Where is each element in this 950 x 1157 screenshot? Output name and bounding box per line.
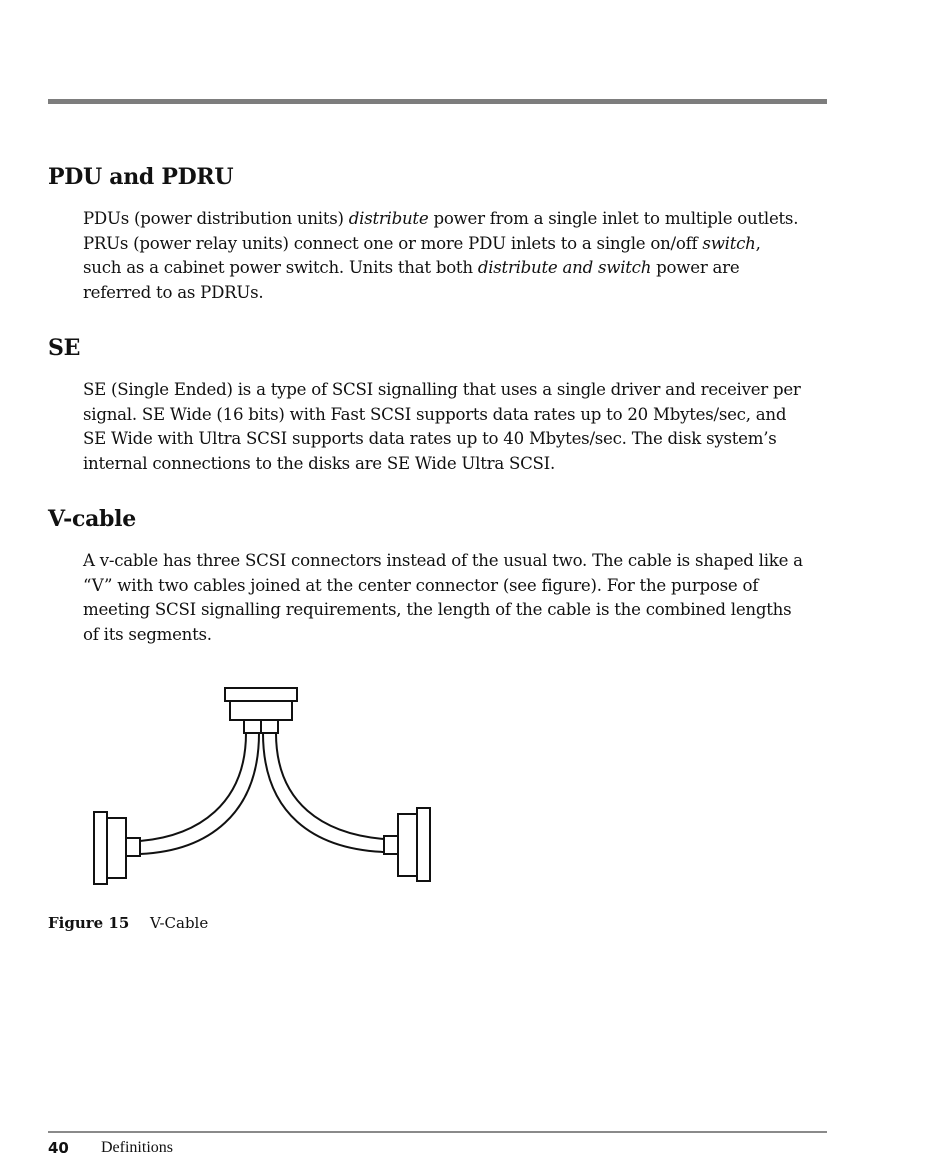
left-connector-body [107,818,126,878]
paragraph-v-cable [83,549,803,647]
center-connector-body [230,701,292,720]
text-run: , such as a cabinet power switch. Units that both [83,233,761,278]
page-number: 40 [48,1139,69,1157]
left-cable-inner [140,733,259,854]
emphasis-text: distribute [348,209,429,228]
text-run: SE (Single Ended) is a type of SCSI signalling that uses a single driver and receiver per signal. SE Wide (16 bits) with Fast SCSI supports data rates up to 20 Mbytes/sec, and SE Wide with Ultra SCSI supports data rates up to 40 Mbytes/sec. The disk system’s internal connections to the disks are SE Wide Ultra SCSI. [83,380,801,473]
right-cable-inner [263,733,384,852]
emphasis-text: distribute and switch [477,258,652,278]
paragraph-se [83,378,803,476]
heading-se: SE [48,335,81,361]
center-connector-left-port [244,720,261,733]
page-footer [48,1139,173,1157]
footer-section-title: Definitions [101,1139,173,1156]
right-connector-plate [417,808,430,881]
left-connector-port [126,838,140,856]
text-run: PDUs (power distribution units) [83,209,349,228]
left-connector-plate [94,812,107,884]
v-cable-illustration [88,684,438,889]
figure-caption [48,914,209,932]
right-connector-body [398,814,417,876]
left-cable-outer [140,733,246,841]
figure-title: V-Cable [150,914,209,932]
text-run: power are referred to as PDRUs. [83,258,740,302]
right-cable-outer [276,733,384,839]
header-rule [48,99,827,104]
heading-v-cable: V-cable [48,506,136,532]
text-run: power from a single inlet to multiple outlets. PRUs (power relay units) connect one or more PDU inlets to a single on/off [83,209,799,253]
right-connector-port [384,836,398,854]
heading-pdu-pdru: PDU and PDRU [48,164,234,190]
text-run: A v-cable has three SCSI connectors instead of the usual two. The cable is shaped like a “V” with two cables joined at the center connector (see figure). For the purpose of meeting SCSI signalling requirements, the length of the cable is the combined lengths of its segments. [83,551,803,644]
footer-rule [48,1131,827,1133]
center-connector-plate [225,688,297,701]
emphasis-text: switch [702,233,756,253]
paragraph-pdu-pdru [83,207,803,305]
center-connector-right-port [261,720,278,733]
figure-label: Figure 15 [48,914,130,932]
